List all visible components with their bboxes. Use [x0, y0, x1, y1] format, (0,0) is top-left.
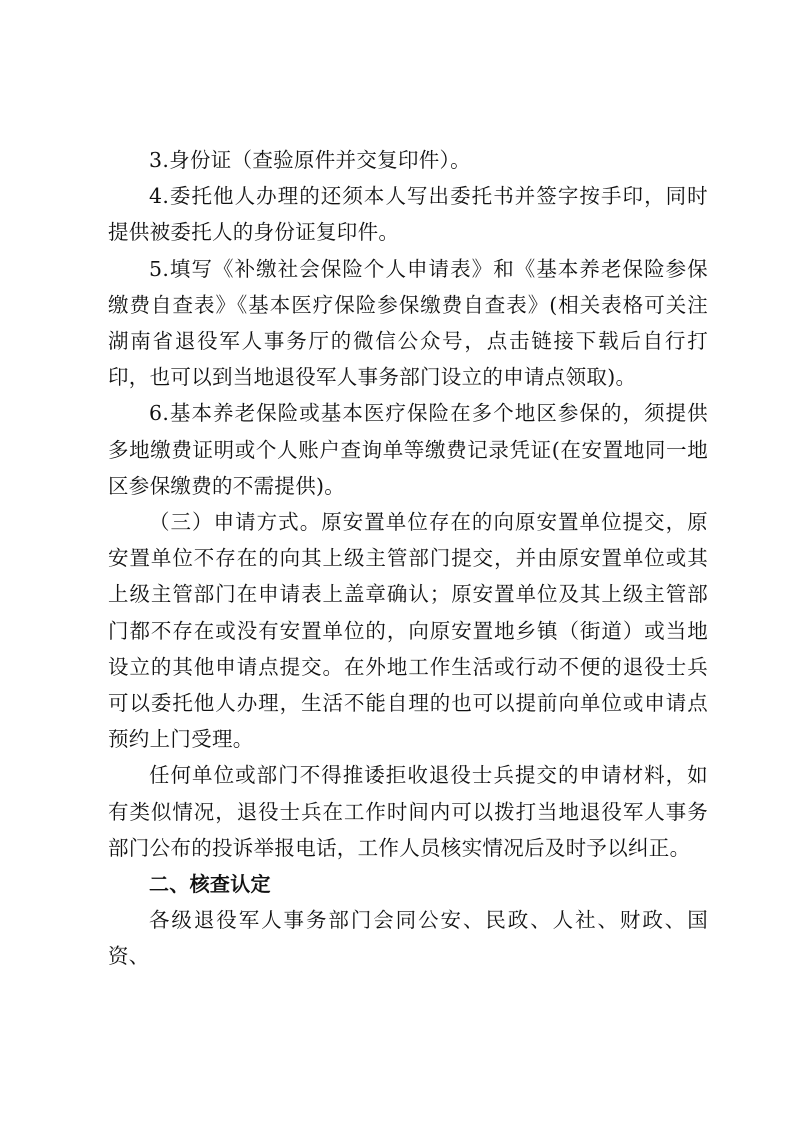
- paragraph-refusal-notice: 任何单位或部门不得推诿拒收退役士兵提交的申请材料，如有类似情况，退役士兵在工作时间内可以拨打当地退役军人事务部门公布的投诉举报电话，工作人员核实情况后及时予以纠正。: [108, 763, 708, 860]
- paragraph-application-method: （三）申请方式。原安置单位存在的向原安置单位提交，原安置单位不存在的向其上级主管部门提交，并由原安置单位或其上级主管部门在申请表上盖章确认；原安置单位及其上级主管部门都不存在或没有安置单位的，向原安置地乡镇（街道）或当地设立的其他申请点提交。在外地工作生活或行动不便的退役士兵可以委托他人办理，生活不能自理的也可以提前向单位或申请点预约上门受理。: [108, 510, 708, 752]
- paragraph-item-6: 6.基本养老保险或基本医疗保险在多个地区参保的，须提供多地缴费证明或个人账户查询单等缴费记录凭证(在安置地同一地区参保缴费的不需提供)。: [108, 401, 708, 498]
- paragraph-item-4: 4.委托他人办理的还须本人写出委托书并签字按手印，同时提供被委托人的身份证复印件。: [108, 184, 708, 245]
- paragraph-item-5: 5.填写《补缴社会保险个人申请表》和《基本养老保险参保缴费自查表》《基本医疗保险参保缴费自查表》(相关表格可关注湖南省退役军人事务厅的微信公众号，点击链接下载后自行打印，也可以到当地退役军人事务部门设立的申请点领取)。: [108, 256, 708, 390]
- paragraph-verification-intro: 各级退役军人事务部门会同公安、民政、人社、财政、国资、: [108, 908, 708, 969]
- document-body: [108, 142, 708, 975]
- paragraph-item-3: 3.身份证（查验原件并交复印件）。: [149, 148, 471, 172]
- section-heading: 二、核查认定: [149, 872, 271, 897]
